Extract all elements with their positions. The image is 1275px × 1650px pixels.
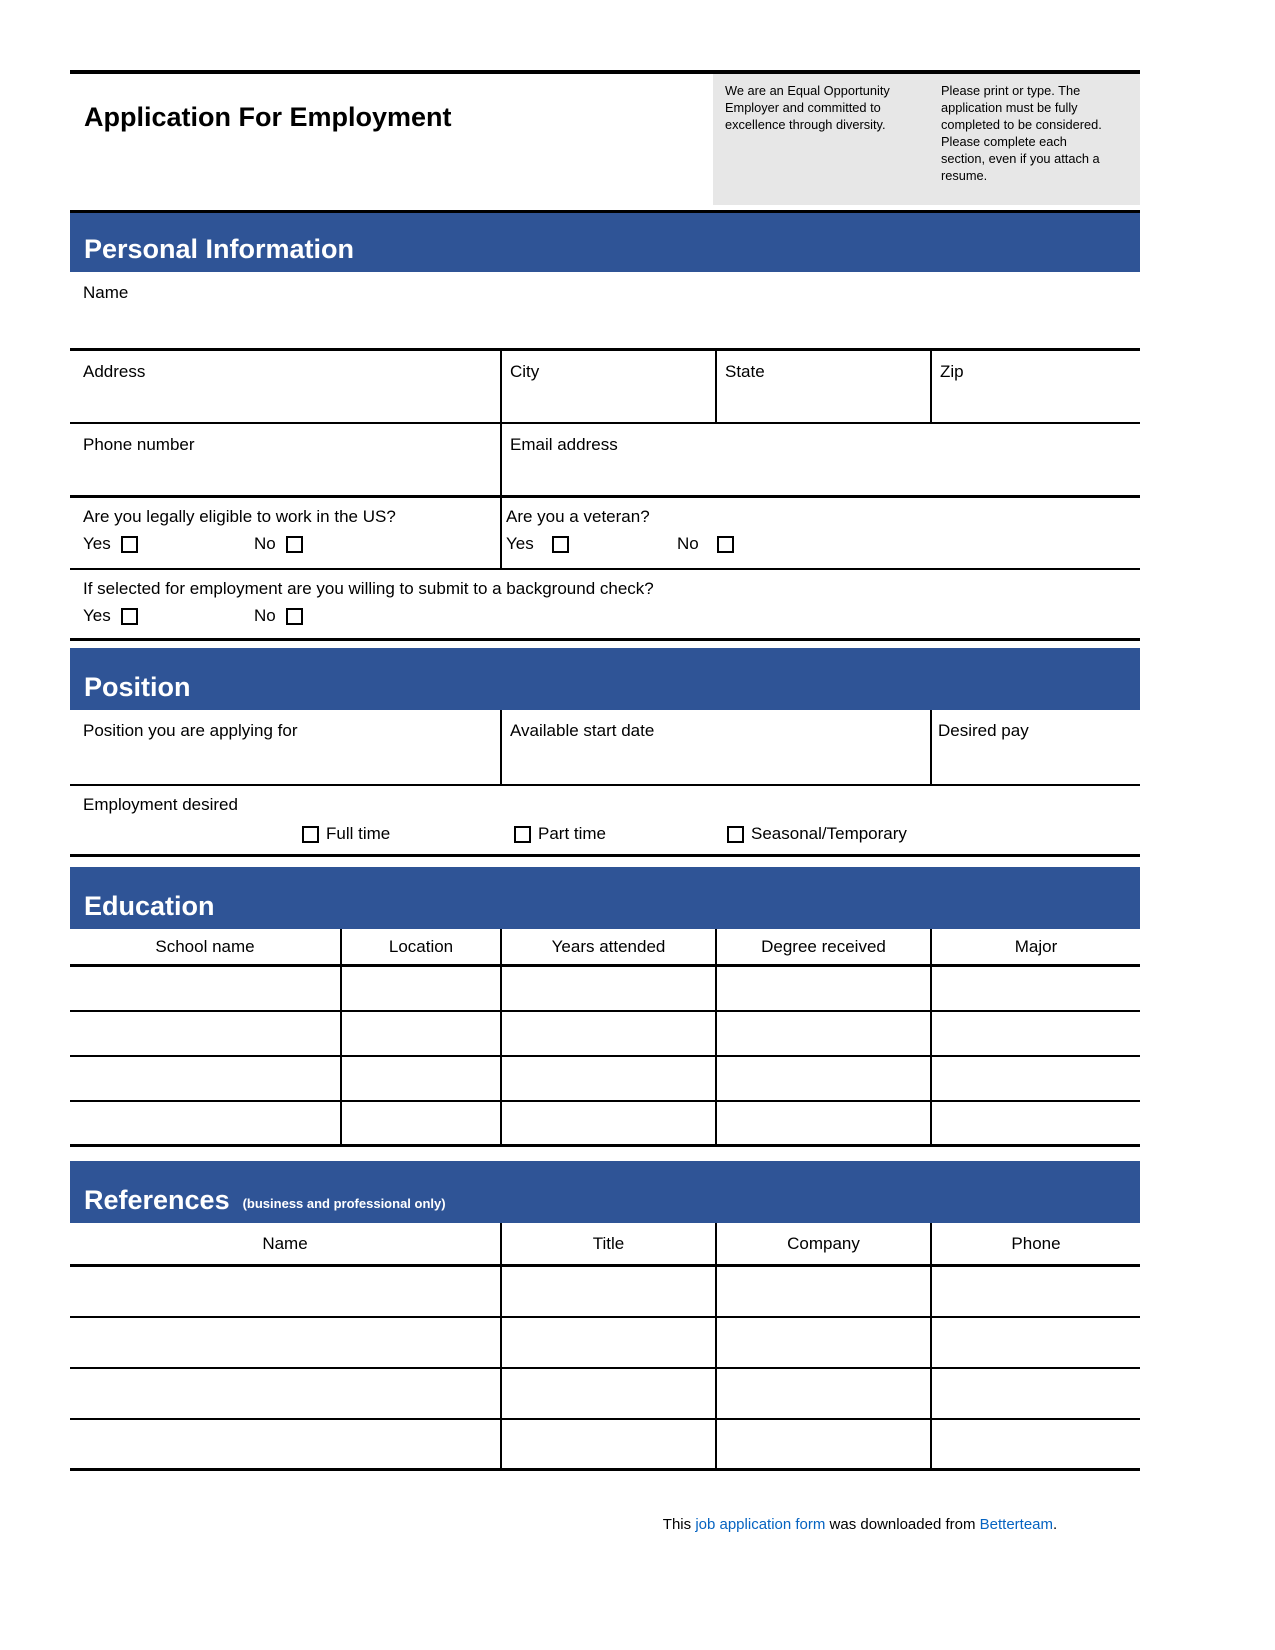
footer-form-link[interactable]: job application form	[695, 1516, 826, 1533]
education-cell[interactable]	[70, 967, 340, 1010]
education-cell[interactable]	[340, 1012, 500, 1055]
education-cell[interactable]	[930, 1057, 1140, 1100]
desired-pay-label: Desired pay	[938, 721, 1029, 740]
employment-options	[70, 824, 1140, 844]
email-label: Email address	[510, 435, 618, 454]
references-table	[70, 1223, 1140, 1471]
eligibility-question-cell	[70, 498, 500, 568]
email-field[interactable]	[500, 424, 1140, 495]
background-yes-no	[70, 606, 1140, 626]
education-cell[interactable]	[715, 1012, 930, 1055]
position-section-title: Position	[84, 672, 191, 702]
veteran-no-checkbox[interactable]	[717, 536, 734, 553]
no-label: No	[254, 606, 276, 625]
footer-text-prefix: This	[662, 1516, 696, 1533]
references-section-title: References	[84, 1185, 230, 1215]
city-label: City	[510, 362, 540, 381]
education-row	[70, 967, 1140, 1012]
zip-field[interactable]	[930, 351, 1140, 422]
education-cell[interactable]	[930, 967, 1140, 1010]
eligible-yes-no	[70, 534, 500, 554]
yes-label: Yes	[83, 606, 111, 625]
position-row	[70, 710, 1140, 784]
background-question-cell	[70, 570, 1140, 638]
references-header-row	[70, 1223, 1140, 1267]
education-table	[70, 929, 1140, 1147]
education-cell[interactable]	[70, 1012, 340, 1055]
references-col-title: Title	[500, 1223, 715, 1264]
education-cell[interactable]	[500, 1012, 715, 1055]
education-row	[70, 1012, 1140, 1057]
reference-cell[interactable]	[70, 1267, 500, 1316]
reference-cell[interactable]	[715, 1267, 930, 1316]
city-field[interactable]	[500, 351, 715, 422]
reference-cell[interactable]	[930, 1267, 1140, 1316]
footer-brand-link[interactable]: Betterteam	[979, 1516, 1054, 1533]
reference-cell[interactable]	[70, 1369, 500, 1418]
personal-section-title: Personal Information	[84, 234, 355, 264]
employment-desired-row	[70, 784, 1140, 854]
yes-label: Yes	[83, 534, 111, 553]
part-time-checkbox[interactable]	[514, 826, 531, 843]
personal-section-header	[70, 210, 1140, 272]
reference-cell[interactable]	[930, 1369, 1140, 1418]
education-cell[interactable]	[930, 1012, 1140, 1055]
employment-desired-label: Employment desired	[83, 795, 238, 814]
reference-cell[interactable]	[500, 1318, 715, 1367]
education-cell[interactable]	[715, 1057, 930, 1100]
veteran-yes-no	[502, 534, 1140, 554]
form-title: Application For Employment	[84, 102, 452, 132]
state-field[interactable]	[715, 351, 930, 422]
applying-for-field[interactable]	[70, 710, 500, 784]
education-section-title: Education	[84, 891, 215, 921]
education-col-degree-received: Degree received	[715, 929, 930, 964]
reference-row	[70, 1420, 1140, 1471]
reference-cell[interactable]	[500, 1267, 715, 1316]
part-time-option	[514, 824, 727, 844]
eligible-yes-checkbox[interactable]	[121, 536, 138, 553]
education-cell[interactable]	[500, 1057, 715, 1100]
eeo-notice: We are an Equal Opportunity Employer and committed to excellence through diversity.	[725, 83, 890, 133]
education-section-header	[70, 867, 1140, 929]
references-col-company: Company	[715, 1223, 930, 1264]
background-yes-checkbox[interactable]	[121, 608, 138, 625]
start-date-label: Available start date	[510, 721, 655, 740]
address-row	[70, 348, 1140, 422]
education-cell[interactable]	[715, 1102, 930, 1144]
position-section-header	[70, 648, 1140, 710]
start-date-field[interactable]	[500, 710, 930, 784]
education-cell[interactable]	[70, 1057, 340, 1100]
reference-cell[interactable]	[70, 1318, 500, 1367]
name-field[interactable]	[70, 272, 1140, 348]
no-label: No	[254, 534, 276, 553]
reference-cell[interactable]	[715, 1369, 930, 1418]
reference-row	[70, 1369, 1140, 1420]
education-row	[70, 1057, 1140, 1102]
background-question: If selected for employment are you willing to submit to a background check?	[83, 579, 654, 598]
background-check-row	[70, 568, 1140, 638]
print-notice: Please print or type. The application must be fully completed to be considered. Please complete each section, even if you attach a resume.	[941, 83, 1102, 184]
education-cell[interactable]	[340, 1102, 500, 1144]
education-col-major: Major	[930, 929, 1140, 964]
reference-cell[interactable]	[715, 1318, 930, 1367]
education-cell[interactable]	[930, 1102, 1140, 1144]
seasonal-checkbox[interactable]	[727, 826, 744, 843]
zip-label: Zip	[940, 362, 964, 381]
address-label: Address	[83, 362, 146, 381]
education-cell[interactable]	[500, 1102, 715, 1144]
reference-cell[interactable]	[500, 1420, 715, 1468]
reference-row	[70, 1318, 1140, 1369]
phone-label: Phone number	[83, 435, 195, 454]
veteran-question: Are you a veteran?	[506, 507, 650, 526]
seasonal-option	[727, 824, 907, 844]
references-col-name: Name	[262, 1233, 308, 1253]
form-header	[70, 74, 1140, 210]
footer-text-middle: was downloaded from	[825, 1516, 980, 1533]
education-row	[70, 1102, 1140, 1147]
education-cell[interactable]	[715, 967, 930, 1010]
education-col-location: Location	[340, 929, 500, 964]
seasonal-label: Seasonal/Temporary	[751, 824, 907, 843]
eligibility-row	[70, 495, 1140, 568]
notice-box	[713, 74, 1140, 205]
reference-cell[interactable]	[930, 1420, 1140, 1468]
state-label: State	[725, 362, 765, 381]
reference-cell[interactable]	[70, 1420, 500, 1468]
phone-email-row	[70, 422, 1140, 495]
background-no-checkbox[interactable]	[286, 608, 303, 625]
education-cell[interactable]	[340, 1057, 500, 1100]
education-col-years-attended: Years attended	[500, 929, 715, 964]
applying-for-label: Position you are applying for	[83, 721, 298, 740]
footer-credit	[560, 1516, 1160, 1533]
eligible-question: Are you legally eligible to work in the US?	[83, 507, 396, 526]
veteran-question-cell	[500, 498, 1140, 568]
full-time-label: Full time	[326, 824, 391, 843]
education-col-school-name: School name	[155, 936, 255, 956]
veteran-yes-checkbox[interactable]	[552, 536, 569, 553]
name-label: Name	[83, 283, 129, 302]
references-section-subtitle: (business and professional only)	[242, 1196, 446, 1211]
application-form-page	[70, 70, 1140, 1471]
full-time-checkbox[interactable]	[302, 826, 319, 843]
education-header-row	[70, 929, 1140, 967]
reference-cell[interactable]	[930, 1318, 1140, 1367]
references-col-phone: Phone	[930, 1223, 1140, 1264]
part-time-label: Part time	[538, 824, 607, 843]
reference-cell[interactable]	[500, 1369, 715, 1418]
full-time-option	[302, 824, 514, 844]
references-section-header	[70, 1161, 1140, 1223]
education-cell[interactable]	[340, 967, 500, 1010]
desired-pay-field[interactable]	[930, 710, 1140, 784]
no-label: No	[677, 534, 699, 553]
education-cell[interactable]	[500, 967, 715, 1010]
reference-cell[interactable]	[715, 1420, 930, 1468]
reference-row	[70, 1267, 1140, 1318]
name-row	[70, 272, 1140, 348]
phone-field[interactable]	[70, 424, 500, 495]
footer-text-suffix: .	[1053, 1516, 1058, 1533]
education-cell[interactable]	[70, 1102, 340, 1144]
yes-label: Yes	[506, 534, 534, 553]
address-field[interactable]	[70, 351, 500, 422]
eligible-no-checkbox[interactable]	[286, 536, 303, 553]
employment-desired-cell	[70, 786, 1140, 854]
